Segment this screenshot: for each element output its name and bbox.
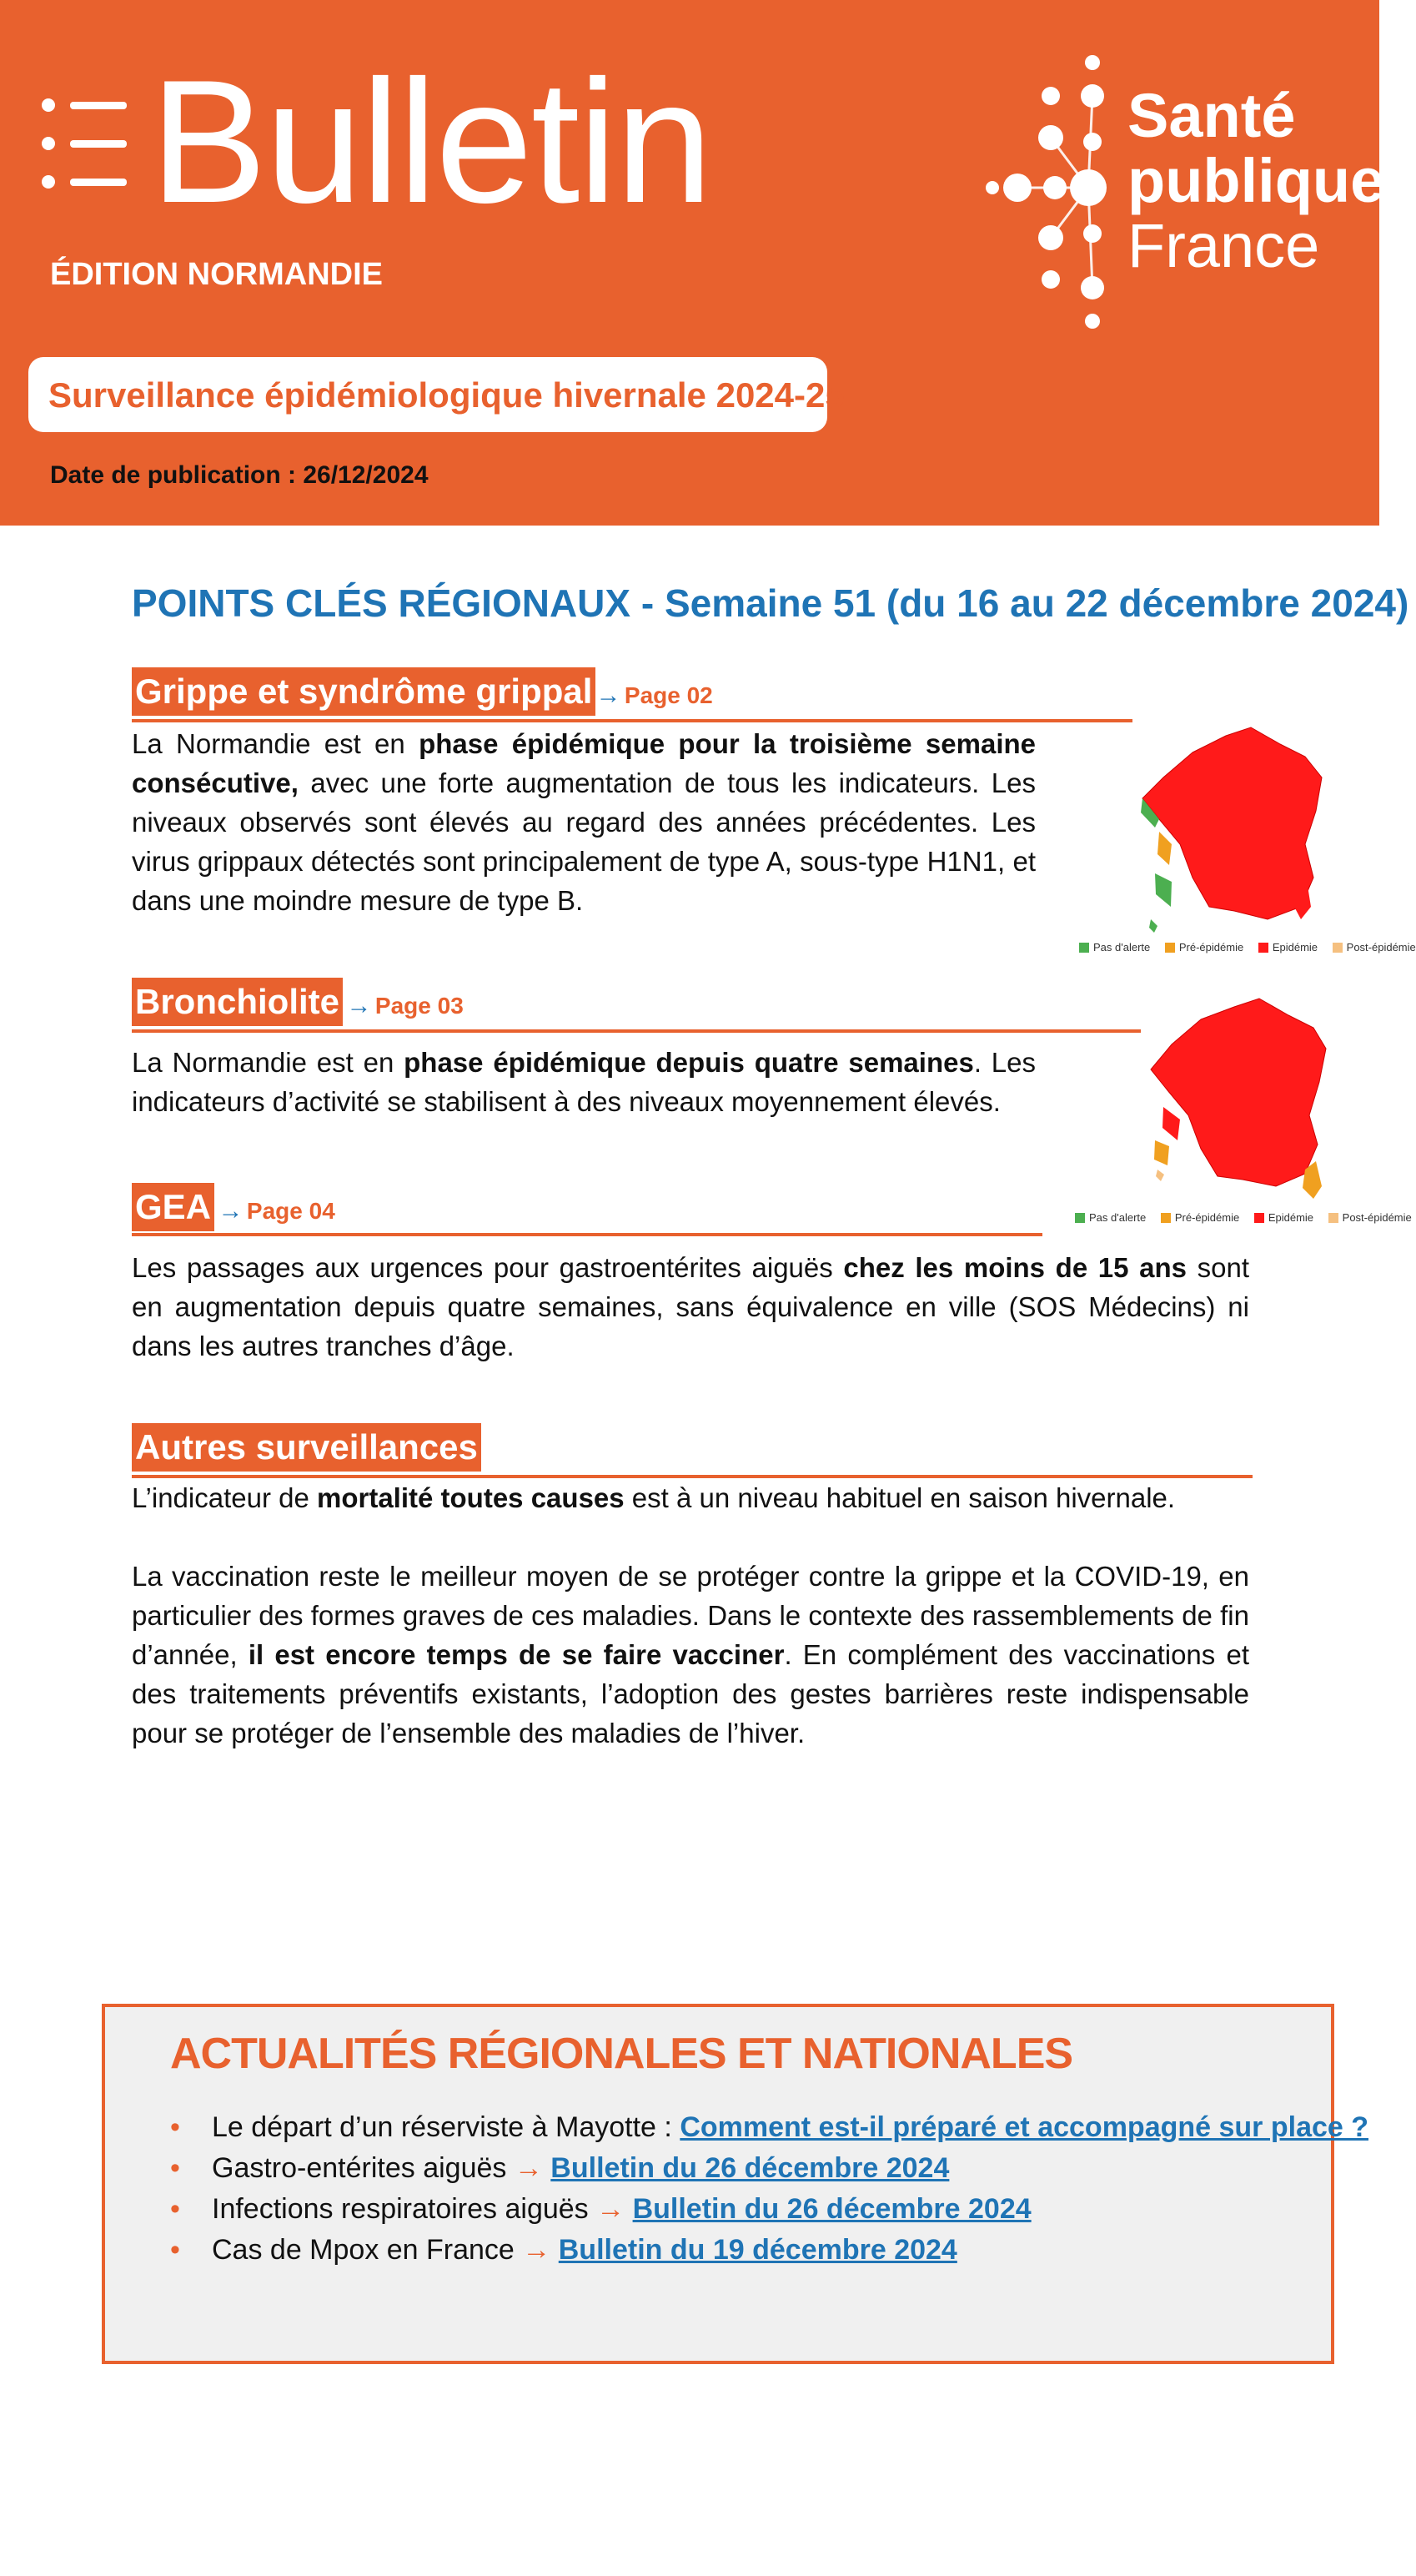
publication-date: Date de publication : 26/12/2024 bbox=[50, 461, 429, 489]
section-autres-title: Autres surveillances bbox=[132, 1423, 481, 1472]
section-divider bbox=[132, 1233, 1042, 1236]
bullet-icon: • bbox=[170, 2152, 180, 2184]
news-title: ACTUALITÉS RÉGIONALES ET NATIONALES bbox=[170, 2030, 1073, 2078]
arrow-icon: → bbox=[595, 682, 621, 709]
bulletin-menu-icon bbox=[42, 93, 142, 210]
mortality-paragraph: L’indicateur de mortalité toutes causes est à un niveau habituel en saison hivernale. bbox=[132, 1482, 1176, 1513]
edition-label: ÉDITION NORMANDIE bbox=[50, 257, 383, 292]
gea-page-link[interactable]: Page 04 bbox=[246, 1198, 335, 1224]
regional-key-points-heading: POINTS CLÉS RÉGIONAUX - Semaine 51 (du 16 au 22 décembre 2024) bbox=[132, 581, 1409, 625]
grippe-paragraph: La Normandie est en phase épidémique pour la troisième semaine consécutive, avec une forte augmentation de tous les indicateurs. Les niveaux observés sont élevés au regard des années précédentes. Les virus grippaux détectés sont principalement de type A, sous-type H1N1, et dans une moindre mesure de type B. bbox=[132, 728, 1037, 916]
list-item: • Gastro-entérites aiguës → Bulletin du 26 décembre 2024 bbox=[170, 2148, 1368, 2189]
arrow-icon: → bbox=[218, 1197, 244, 1225]
vaccination-paragraph: La vaccination reste le meilleur moyen de se protéger contre la grippe et la COVID-19, en particulier des formes graves de ces maladies. Dans le contexte des rassemblements de fin d’année, il est encore temps de se faire vacciner. En complément des vaccinations et des traitements préventifs existants, l’adoption des gestes barrières reste indispensable pour se protéger de l’ensemble des maladies de l’hiver. bbox=[132, 1561, 1249, 1748]
grippe-map-legend: Pas d'alerte Pré-épidémie Epidémie Post-épidémie bbox=[1067, 941, 1416, 953]
section-bronchiolite-header bbox=[132, 978, 464, 1026]
sante-publique-france-wordmark bbox=[1127, 83, 1384, 279]
section-divider bbox=[132, 1029, 1141, 1033]
section-grippe-header bbox=[132, 667, 713, 716]
news-list bbox=[170, 2107, 1368, 2271]
news-link[interactable]: Bulletin du 26 décembre 2024 bbox=[632, 2193, 1032, 2225]
section-autres-header bbox=[132, 1423, 481, 1472]
section-grippe-title: Grippe et syndrôme grippal bbox=[132, 667, 595, 716]
list-item: • Cas de Mpox en France → Bulletin du 19 décembre 2024 bbox=[170, 2230, 1368, 2271]
bronchiolite-paragraph: La Normandie est en phase épidémique depuis quatre semaines. Les indicateurs d’activité se stabilisent à des niveaux moyennement élevés. bbox=[132, 1047, 1037, 1117]
list-item: • Infections respiratoires aiguës → Bulletin du 26 décembre 2024 bbox=[170, 2189, 1368, 2230]
section-divider bbox=[132, 719, 1132, 722]
arrow-icon: → bbox=[346, 992, 372, 1019]
bronchiolite-map-legend: Pas d'alerte Pré-épidémie Epidémie Post-épidémie bbox=[1063, 1211, 1412, 1224]
logo-line-2: publique bbox=[1127, 146, 1385, 215]
bronchiolite-france-map bbox=[1142, 994, 1343, 1211]
header-banner bbox=[0, 0, 1385, 526]
section-gea-title: GEA bbox=[132, 1183, 214, 1231]
arrow-icon: → bbox=[522, 2234, 551, 2266]
section-gea-header bbox=[132, 1183, 335, 1231]
bullet-icon: • bbox=[170, 2111, 180, 2143]
news-link[interactable]: Bulletin du 26 décembre 2024 bbox=[550, 2152, 950, 2184]
logo-line-3: France bbox=[1127, 211, 1320, 280]
news-link[interactable]: Bulletin du 19 décembre 2024 bbox=[558, 2234, 957, 2266]
bronchiolite-page-link[interactable]: Page 03 bbox=[374, 993, 464, 1019]
news-link[interactable]: Comment est-il préparé et accompagné sur place ? bbox=[680, 2111, 1369, 2143]
bulletin-title: Bulletin bbox=[150, 43, 711, 239]
logo-line-1: Santé bbox=[1127, 81, 1296, 150]
bullet-icon: • bbox=[170, 2234, 180, 2266]
bullet-icon: • bbox=[170, 2193, 180, 2225]
section-bronchiolite-title: Bronchiolite bbox=[132, 978, 343, 1026]
grippe-france-map bbox=[1134, 719, 1334, 936]
arrow-icon: → bbox=[514, 2152, 543, 2184]
grippe-page-link[interactable]: Page 02 bbox=[624, 682, 713, 708]
list-item: • Le départ d’un réserviste à Mayotte : Comment est-il préparé et accompagné sur place ? bbox=[170, 2107, 1368, 2148]
surveillance-title: Surveillance épidémiologique hivernale 2024-25 bbox=[48, 375, 845, 415]
arrow-icon: → bbox=[596, 2193, 625, 2225]
gea-paragraph: Les passages aux urgences pour gastroentérites aiguës chez les moins de 15 ans sont en augmentation depuis quatre semaines, sans équivalence en ville (SOS Médecins) ni dans les autres tranches d’âge. bbox=[132, 1252, 1249, 1361]
